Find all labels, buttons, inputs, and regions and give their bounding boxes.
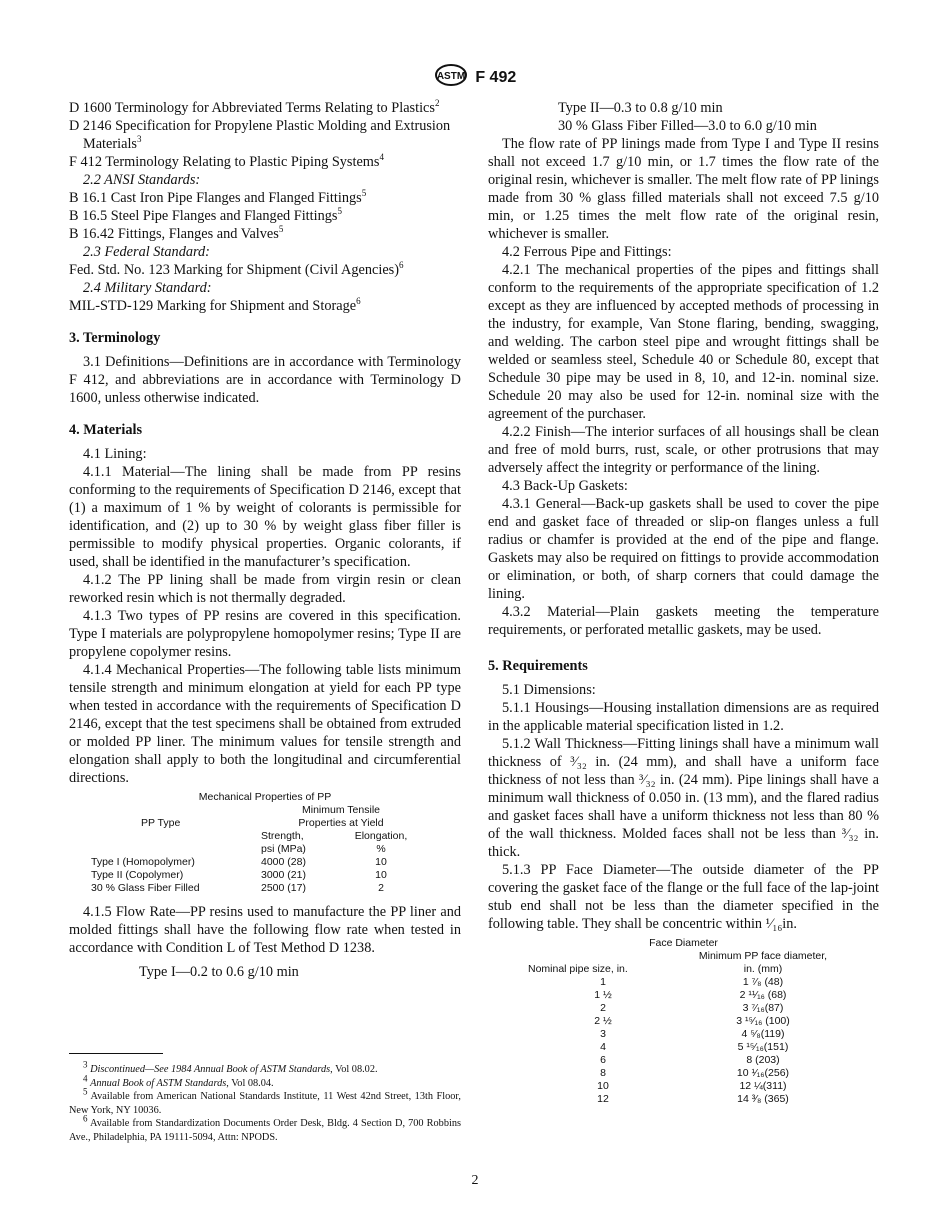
section-5-heading: 5. Requirements bbox=[488, 658, 588, 674]
table-row: 1 ½ 2 ¹¹⁄₁₆ (68) bbox=[594, 989, 787, 1001]
face-diameter-table bbox=[528, 950, 848, 1106]
page-number: 2 bbox=[471, 1173, 479, 1188]
flow-rate-type-1: Type I—0.2 to 0.6 g/10 min bbox=[139, 964, 299, 980]
svg-text:ASTM: ASTM bbox=[436, 71, 465, 82]
table-row: 3 4 ⁵⁄₈(119) bbox=[600, 1028, 785, 1040]
th-nominal: Nominal pipe size, in. bbox=[528, 963, 628, 975]
ref-b16-1: B 16.1 Cast Iron Pipe Flanges and Flanged Fittings$^5$ bbox=[69, 188, 367, 206]
mech-table-caption: Mechanical Properties of PP bbox=[198, 791, 332, 803]
table-row: 10 12 ¼(311) bbox=[597, 1080, 787, 1092]
federal-heading: 2.3 Federal Standard: bbox=[83, 244, 210, 260]
para-5-1-1: 5.1.1 Housings—Housing installation dimensions are as required in the applicable material specification listed in 1.2. bbox=[488, 700, 879, 734]
page-header bbox=[0, 64, 950, 91]
table-row: 8 10 ¹⁄₁₆(256) bbox=[600, 1067, 790, 1079]
para-4-2: 4.2 Ferrous Pipe and Fittings: bbox=[502, 244, 672, 260]
th-elongation: Elongation, bbox=[354, 830, 408, 842]
table-row: 30 % Glass Fiber Filled 2500 (17) 2 bbox=[91, 882, 384, 894]
flow-rate-glass: 30 % Glass Fiber Filled—3.0 to 6.0 g/10 min bbox=[558, 118, 817, 134]
footnotes bbox=[69, 1059, 461, 1144]
designation: F 492 bbox=[475, 68, 517, 86]
table-row: 2 ½ 3 ¹⁵⁄₁₆ (100) bbox=[594, 1015, 790, 1027]
para-flow-limits: The flow rate of PP linings made from Type I and Type II resins shall not exceed 1.7 g/10 min, or 1.7 times the flow rate of the original resin, whichever is smaller. The melt flow rate of PP linings made from 30 % glass filled materials shall not exceed 7.5 g/10 min, or 1.25 times the melt flow rate of the original resin, whichever is smaller. bbox=[488, 136, 879, 242]
th-pct: % bbox=[376, 843, 386, 855]
th-strength: Strength, bbox=[261, 830, 304, 842]
ref-b16-5: B 16.5 Steel Pipe Flanges and Flanged Fittings$^5$ bbox=[69, 206, 342, 224]
para-4-1-1: 4.1.1 Material—The lining shall be made from PP resins conforming to the requirements of Specification D 2146, except that (1) a maximum of 1 % by weight of colorants is permissible for identification, and (2) up to 30 % by weight glass fiber filler is permissible to modify physical properties. Organic colorants, if used, shall be identified in the manufacturer’s specification. bbox=[69, 464, 461, 570]
para-3-1: 3.1 Definitions—Definitions are in accordance with Terminology F 412, and abbreviations are in accordance with Terminology D 1600, unless otherwise indicated. bbox=[69, 354, 461, 406]
th-min-face: Minimum PP face diameter, bbox=[698, 950, 828, 962]
flow-rate-type-2: Type II—0.3 to 0.8 g/10 min bbox=[558, 100, 723, 116]
para-5-1: 5.1 Dimensions: bbox=[502, 682, 596, 698]
th-in-mm: in. (mm) bbox=[743, 963, 783, 975]
left-column bbox=[69, 99, 461, 981]
table-row: 2 3 ⁷⁄₁₆(87) bbox=[600, 1002, 784, 1014]
table-row: Type II (Copolymer) 3000 (21) 10 bbox=[91, 869, 387, 881]
para-4-3: 4.3 Back-Up Gaskets: bbox=[502, 478, 628, 494]
right-column bbox=[488, 99, 879, 1106]
footnote-5: $^5$ Available from American National Standards Institute, 11 West 42nd Street, 13th Floor, New York, NY 10036. bbox=[69, 1086, 461, 1116]
footnote-rule bbox=[69, 1053, 163, 1054]
para-4-3-2: 4.3.2 Material—Plain gaskets meeting the temperature requirements, or perforated metallic gaskets, may be used. bbox=[488, 604, 879, 638]
section-3-heading: 3. Terminology bbox=[69, 330, 161, 346]
table-row: 4 5 ¹⁵⁄₁₆(151) bbox=[600, 1041, 789, 1053]
table-row: Type I (Homopolymer) 4000 (28) 10 bbox=[91, 856, 387, 868]
para-5-1-3: 5.1.3 PP Face Diameter—The outside diameter of the PP covering the gasket face of the flange or the full face of the lap-joint stub end shall not be less than the diameter specified in the following table. They shall be concentric within ¹⁄₁₆in. bbox=[488, 862, 879, 932]
footnote-4: $^4$ Annual Book of ASTM Standards, Vol 08.04. bbox=[83, 1073, 274, 1089]
para-5-1-2: 5.1.2 Wall Thickness—Fitting linings shall have a minimum wall thickness of ³⁄₃₂ in. (24 mm), and shall have a uniform face thickness of not less than ³⁄₃₂ in. (24 mm). Pipe linings shall have a minimum wall thickness of 0.050 in. (13 mm), and the flared radius and gasket faces shall have a uniform thickness not less than 80 % of the wall thickness. Molded faces shall not be less than ³⁄₃₂ in. thick. bbox=[488, 736, 879, 860]
ref-fed-std: Fed. Std. No. 123 Marking for Shipment (Civil Agencies)$^6$ bbox=[69, 260, 404, 278]
ref-d2146: D 2146 Specification for Propylene Plastic Molding and Extrusion Materials$^3$ bbox=[69, 118, 451, 152]
astm-logo-icon bbox=[434, 64, 468, 91]
mech-properties-table bbox=[91, 804, 421, 895]
para-4-1-2: 4.1.2 The PP lining shall be made from virgin resin or clean reworked resin which is not thermally degraded. bbox=[69, 572, 461, 606]
th-props-yield: Properties at Yield bbox=[298, 817, 384, 829]
table-row: 1 1 ⁷⁄₈ (48) bbox=[600, 976, 784, 988]
ref-b16-42: B 16.42 Fittings, Flanges and Valves$^5$ bbox=[69, 224, 284, 242]
table-row: 6 8 (203) bbox=[600, 1054, 780, 1066]
section-4-heading: 4. Materials bbox=[69, 422, 143, 438]
table-row: 12 14 ³⁄₈ (365) bbox=[597, 1093, 789, 1105]
ref-d1600: D 1600 Terminology for Abbreviated Terms Relating to Plastics$^2$ bbox=[69, 98, 440, 116]
ansi-heading: 2.2 ANSI Standards: bbox=[83, 172, 201, 188]
ref-f412: F 412 Terminology Relating to Plastic Piping Systems$^4$ bbox=[69, 152, 384, 170]
ref-mil-std: MIL-STD-129 Marking for Shipment and Storage$^6$ bbox=[69, 296, 361, 314]
para-4-1: 4.1 Lining: bbox=[83, 446, 147, 462]
para-4-2-1: 4.2.1 The mechanical properties of the pipes and fittings shall conform to the requirements of the appropriate specification of 1.2 except as they are influenced by accepted methods of processing in the industry, for example, Van Stone flaring, bending, swagging, and welding. The carbon steel pipe and wrought fittings shall be welded or seamless steel, Schedule 40 or Schedule 80, except that Schedule 30 pipe may be used in 8, 10, and 12-in. nominal size. Schedule 20 may also be used for 12-in. nominal size with the agreement of the purchaser. bbox=[488, 262, 879, 422]
footnote-6: $^6$ Available from Standardization Documents Order Desk, Bldg. 4 Section D, 700 Robbins Ave., Philadelphia, PA 19111-5094, Attn: NPODS. bbox=[69, 1113, 461, 1143]
para-4-3-1: 4.3.1 General—Back-up gaskets shall be used to cover the pipe end and gasket face of threaded or slip-on flanges unless a full radius or chamfer is provided at the end of the pipe and flange. Gaskets may also be required on fittings to provide accommodation or elimination, or both, of sharp corners that could damage the lining. bbox=[488, 496, 879, 602]
para-4-1-5: 4.1.5 Flow Rate—PP resins used to manufacture the PP liner and molded fittings shall have the following flow rate when tested in accordance with Condition L of Test Method D 1238. bbox=[69, 904, 461, 956]
face-table-caption: Face Diameter bbox=[649, 937, 718, 949]
para-4-2-2: 4.2.2 Finish—The interior surfaces of all housings shall be clean and free of mold burrs, rust, scale, or other protrusions that may adversely affect the integrity or performance of the lining. bbox=[488, 424, 879, 476]
military-heading: 2.4 Military Standard: bbox=[83, 280, 212, 296]
th-pp-type: PP Type bbox=[141, 817, 181, 829]
para-4-1-3: 4.1.3 Two types of PP resins are covered in this specification. Type I materials are polypropylene homopolymer resins; Type II are propylene copolymer resins. bbox=[69, 608, 461, 660]
footnote-3: $^3$ Discontinued—See 1984 Annual Book of ASTM Standards, Vol 08.02. bbox=[83, 1059, 378, 1075]
para-4-1-4: 4.1.4 Mechanical Properties—The following table lists minimum tensile strength and minimum elongation at yield for each PP type when tested in accordance with the requirements of Specification D 2146, except that the test specimens shall be obtained from extruded or molded PP liner. The minimum values for tensile strength and elongation shall apply to both the longitudinal and circumferential directions. bbox=[69, 662, 461, 786]
th-psi: psi (MPa) bbox=[261, 843, 306, 855]
th-min-tensile: Minimum Tensile bbox=[302, 804, 380, 816]
